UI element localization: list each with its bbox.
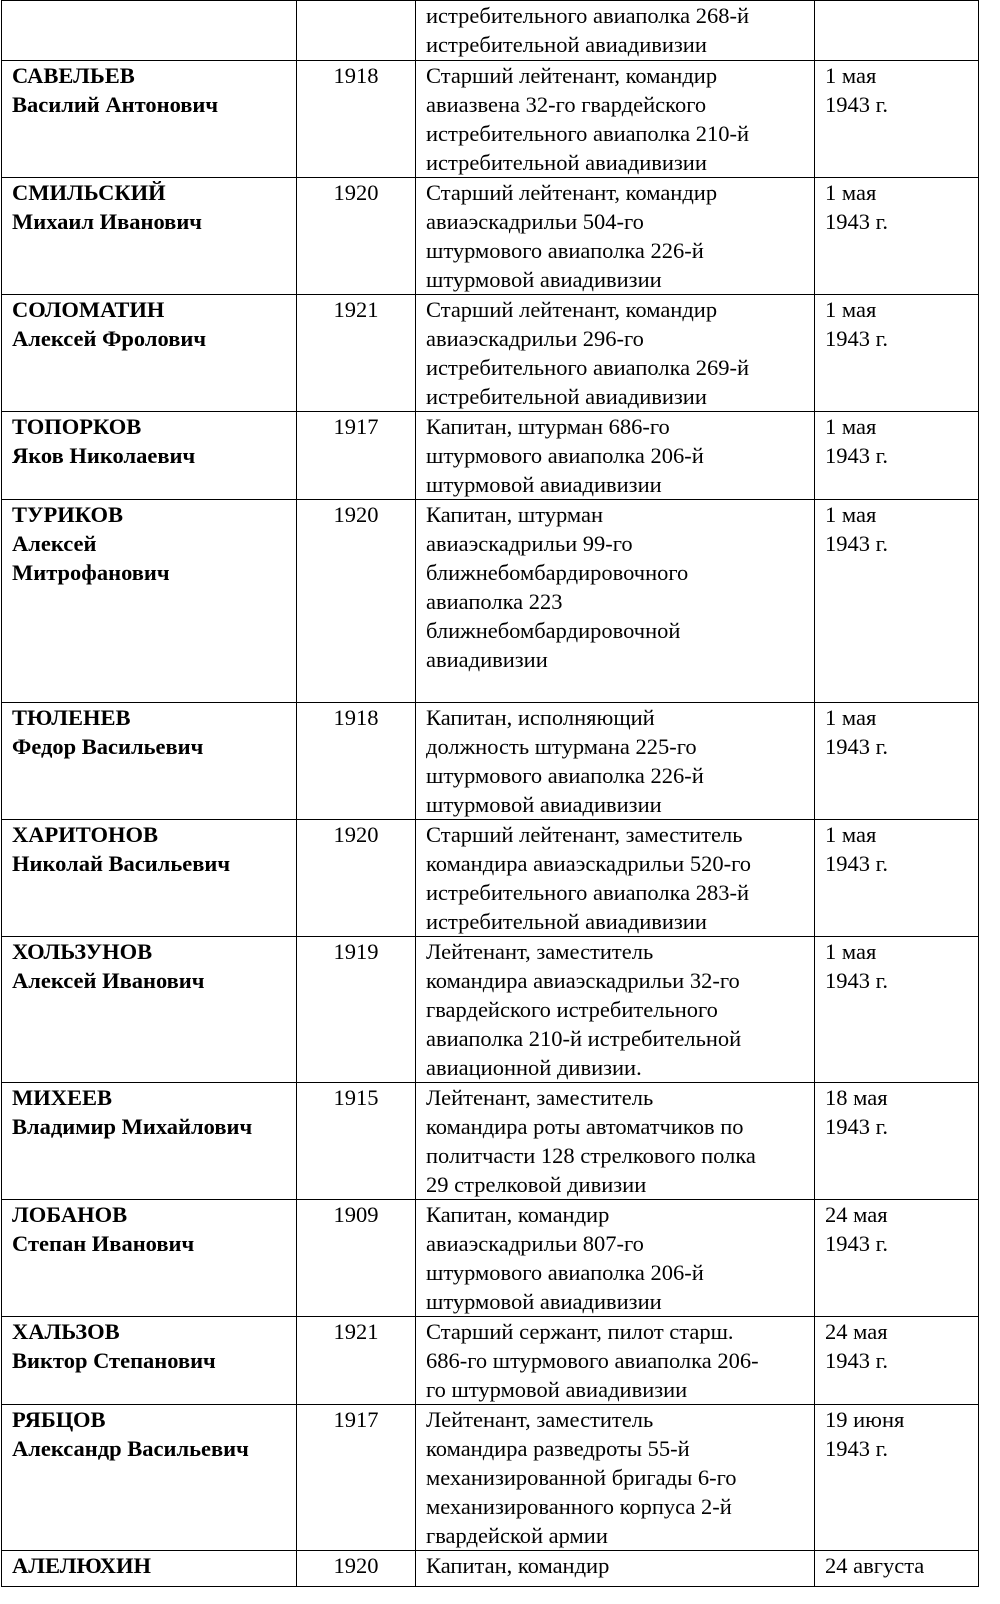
- description-line: Капитан, командир: [426, 1202, 610, 1227]
- table-row: [2, 500, 979, 703]
- date-line: 1 мая: [825, 297, 877, 322]
- description-line: Лейтенант, заместитель: [426, 939, 654, 964]
- name-cell: [2, 703, 297, 820]
- description-line: штурмовой авиадивизии: [426, 267, 662, 292]
- description-cell: [416, 1317, 815, 1405]
- date-cell: [815, 703, 979, 820]
- given-name: Виктор Степанович: [12, 1348, 216, 1373]
- given-name: Степан Иванович: [12, 1231, 195, 1256]
- name-cell: [2, 295, 297, 412]
- given-name: Владимир Михайлович: [12, 1114, 253, 1139]
- date-cell: [815, 1083, 979, 1200]
- description-line: командира авиаэскадрильи 520-го: [426, 851, 751, 876]
- date-line: 1 мая: [825, 939, 877, 964]
- name-cell: [2, 61, 297, 178]
- date-line: 1943 г.: [825, 209, 888, 234]
- date-line: 19 июня: [825, 1407, 905, 1432]
- description-line: механизированной бригады 6-го: [426, 1465, 737, 1490]
- date-line: 1943 г.: [825, 968, 888, 993]
- year-cell: 1909: [297, 1200, 416, 1317]
- date-cell: [815, 412, 979, 500]
- description-line: го штурмовой авиадивизии: [426, 1377, 688, 1402]
- given-name: Федор Васильевич: [12, 734, 204, 759]
- table-row: [2, 1, 979, 61]
- description-line: командира разведроты 55-й: [426, 1436, 690, 1461]
- date-cell: [815, 1, 979, 61]
- year-cell: 1918: [297, 61, 416, 178]
- surname: РЯБЦОВ: [12, 1407, 106, 1432]
- date-line: 1 мая: [825, 180, 877, 205]
- description-line: истребительной авиадивизии: [426, 909, 707, 934]
- year-cell: 1920: [297, 1551, 416, 1587]
- name-cell: [2, 1551, 297, 1587]
- table-row: [2, 1551, 979, 1587]
- description-line: Капитан, исполняющий: [426, 705, 655, 730]
- surname: ХАРИТОНОВ: [12, 822, 158, 847]
- table-row: [2, 1200, 979, 1317]
- description-cell: [416, 500, 815, 703]
- description-line: командира роты автоматчиков по: [426, 1114, 744, 1139]
- date-cell: [815, 1551, 979, 1587]
- year-cell: 1915: [297, 1083, 416, 1200]
- description-line: штурмового авиаполка 226-й: [426, 238, 704, 263]
- year-cell: [297, 1, 416, 61]
- surname: ТУРИКОВ: [12, 502, 124, 527]
- year-cell: 1918: [297, 703, 416, 820]
- given-name: Александр Васильевич: [12, 1436, 249, 1461]
- surname: ХАЛЬЗОВ: [12, 1319, 120, 1344]
- description-cell: [416, 178, 815, 295]
- date-line: 1943 г.: [825, 734, 888, 759]
- date-cell: [815, 61, 979, 178]
- description-line: истребительной авиадивизии: [426, 32, 707, 57]
- table-row: [2, 820, 979, 937]
- description-line: штурмового авиаполка 206-й: [426, 443, 704, 468]
- date-line: 1 мая: [825, 822, 877, 847]
- date-cell: [815, 500, 979, 703]
- description-line: Старший лейтенант, командир: [426, 63, 718, 88]
- table-row: [2, 937, 979, 1083]
- description-line: Лейтенант, заместитель: [426, 1085, 654, 1110]
- description-line: Старший лейтенант, командир: [426, 180, 718, 205]
- date-line: 1943 г.: [825, 1114, 888, 1139]
- year-cell: 1920: [297, 178, 416, 295]
- description-cell: [416, 703, 815, 820]
- surname: ЛОБАНОВ: [12, 1202, 128, 1227]
- surname: АЛЕЛЮХИН: [12, 1553, 152, 1578]
- date-line: 24 мая: [825, 1202, 888, 1227]
- date-line: 1943 г.: [825, 443, 888, 468]
- given-name: Яков Николаевич: [12, 443, 196, 468]
- description-line: авиаэскадрильи 99-го: [426, 531, 633, 556]
- description-cell: [416, 1083, 815, 1200]
- date-cell: [815, 1200, 979, 1317]
- name-cell: [2, 500, 297, 703]
- table-row: [2, 61, 979, 178]
- description-line: Капитан, штурман: [426, 502, 604, 527]
- name-cell: [2, 1200, 297, 1317]
- description-line: штурмовой авиадивизии: [426, 472, 662, 497]
- description-cell: [416, 1551, 815, 1587]
- name-cell: [2, 412, 297, 500]
- description-line: механизированного корпуса 2-й: [426, 1494, 732, 1519]
- description-line: авиазвена 32-го гвардейского: [426, 92, 707, 117]
- description-line: ближнебомбардировочного: [426, 560, 689, 585]
- description-line: 29 стрелковой дивизии: [426, 1172, 647, 1197]
- description-line: истребительной авиадивизии: [426, 150, 707, 175]
- description-line: авиаэскадрильи 807-го: [426, 1231, 644, 1256]
- description-line: истребительного авиаполка 283-й: [426, 880, 750, 905]
- description-line: авиаэскадрильи 296-го: [426, 326, 644, 351]
- given-name: Алексей Фролович: [12, 326, 207, 351]
- date-line: 24 августа: [825, 1553, 925, 1578]
- date-line: 1943 г.: [825, 531, 888, 556]
- date-cell: [815, 820, 979, 937]
- description-cell: [416, 1405, 815, 1551]
- date-line: 1943 г.: [825, 851, 888, 876]
- description-cell: [416, 820, 815, 937]
- date-line: 1943 г.: [825, 92, 888, 117]
- description-line: штурмового авиаполка 226-й: [426, 763, 704, 788]
- table-row: [2, 178, 979, 295]
- description-line: авиаполка 223: [426, 589, 563, 614]
- year-cell: 1919: [297, 937, 416, 1083]
- description-line: гвардейского истребительного: [426, 997, 718, 1022]
- date-cell: [815, 1317, 979, 1405]
- table-row: [2, 1405, 979, 1551]
- description-cell: [416, 295, 815, 412]
- surname: ТОПОРКОВ: [12, 414, 142, 439]
- year-cell: 1920: [297, 820, 416, 937]
- surname: СМИЛЬСКИЙ: [12, 180, 166, 205]
- description-line: должность штурмана 225-го: [426, 734, 697, 759]
- year-cell: 1917: [297, 1405, 416, 1551]
- surname: ТЮЛЕНЕВ: [12, 705, 131, 730]
- date-line: 18 мая: [825, 1085, 888, 1110]
- date-line: 1943 г.: [825, 326, 888, 351]
- description-line: авиадивизии: [426, 647, 548, 672]
- description-line: Старший лейтенант, командир: [426, 297, 718, 322]
- description-line: Лейтенант, заместитель: [426, 1407, 654, 1432]
- description-cell: [416, 937, 815, 1083]
- date-line: 1943 г.: [825, 1436, 888, 1461]
- description-line: командира авиаэскадрильи 32-го: [426, 968, 740, 993]
- surname: СОЛОМАТИН: [12, 297, 165, 322]
- table-row: [2, 1317, 979, 1405]
- table-row: [2, 295, 979, 412]
- surname: САВЕЛЬЕВ: [12, 63, 135, 88]
- given-name: Алексей Иванович: [12, 968, 205, 993]
- description-line: авиаэскадрильи 504-го: [426, 209, 644, 234]
- date-cell: [815, 937, 979, 1083]
- given-name: Василий Антонович: [12, 92, 219, 117]
- table-row: [2, 703, 979, 820]
- description-line: Капитан, штурман 686-го: [426, 414, 670, 439]
- date-line: 1 мая: [825, 502, 877, 527]
- table-row: [2, 1083, 979, 1200]
- name-cell: [2, 178, 297, 295]
- description-line: авиационной дивизии.: [426, 1055, 642, 1080]
- year-cell: 1917: [297, 412, 416, 500]
- name-cell: [2, 1317, 297, 1405]
- description-line: 686-го штурмового авиаполка 206-: [426, 1348, 759, 1373]
- date-cell: [815, 178, 979, 295]
- given-name: Николай Васильевич: [12, 851, 231, 876]
- description-cell: [416, 1200, 815, 1317]
- description-line: истребительного авиаполка 210-й: [426, 121, 750, 146]
- year-cell: 1921: [297, 295, 416, 412]
- name-cell: [2, 1083, 297, 1200]
- description-line: ближнебомбардировочной: [426, 618, 681, 643]
- date-cell: [815, 295, 979, 412]
- description-line: Старший лейтенант, заместитель: [426, 822, 743, 847]
- date-line: 1 мая: [825, 414, 877, 439]
- description-line: штурмовой авиадивизии: [426, 792, 662, 817]
- description-line: истребительного авиаполка 268-й: [426, 3, 750, 28]
- awards-table: [1, 0, 979, 1587]
- description-line: истребительной авиадивизии: [426, 384, 707, 409]
- date-cell: [815, 1405, 979, 1551]
- year-cell: 1920: [297, 500, 416, 703]
- description-line: штурмового авиаполка 206-й: [426, 1260, 704, 1285]
- name-cell: [2, 1, 297, 61]
- description-line: истребительного авиаполка 269-й: [426, 355, 750, 380]
- name-cell: [2, 937, 297, 1083]
- surname: МИХЕЕВ: [12, 1085, 113, 1110]
- description-line: Старший сержант, пилот старш.: [426, 1319, 734, 1344]
- description-cell: [416, 412, 815, 500]
- table-row: [2, 412, 979, 500]
- description-line: штурмовой авиадивизии: [426, 1289, 662, 1314]
- date-line: 1943 г.: [825, 1348, 888, 1373]
- description-line: политчасти 128 стрелкового полка: [426, 1143, 756, 1168]
- given-name: Алексей Митрофанович: [12, 531, 170, 585]
- description-line: Капитан, командир: [426, 1553, 610, 1578]
- date-line: 24 мая: [825, 1319, 888, 1344]
- surname: ХОЛЬЗУНОВ: [12, 939, 153, 964]
- date-line: 1 мая: [825, 63, 877, 88]
- name-cell: [2, 820, 297, 937]
- description-line: авиаполка 210-й истребительной: [426, 1026, 742, 1051]
- date-line: 1943 г.: [825, 1231, 888, 1256]
- name-cell: [2, 1405, 297, 1551]
- date-line: 1 мая: [825, 705, 877, 730]
- description-cell: [416, 1, 815, 61]
- year-cell: 1921: [297, 1317, 416, 1405]
- given-name: Михаил Иванович: [12, 209, 202, 234]
- description-cell: [416, 61, 815, 178]
- description-line: гвардейской армии: [426, 1523, 608, 1548]
